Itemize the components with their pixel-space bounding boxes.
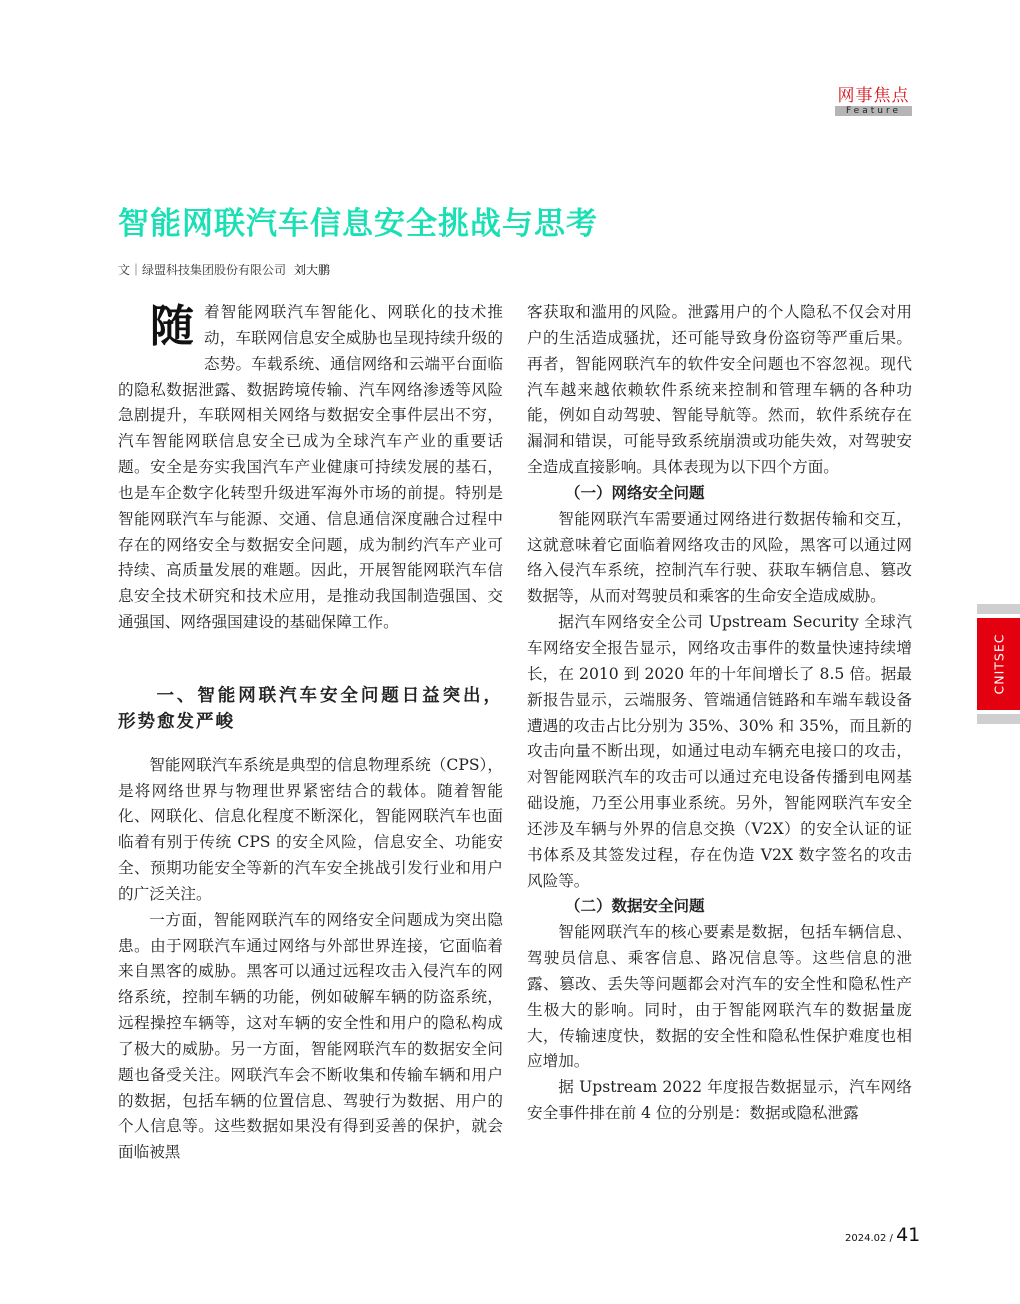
byline-org: 文｜绿盟科技集团股份有限公司 (118, 263, 287, 277)
subheading-network-security: （一）网络安全问题 (565, 483, 705, 502)
article-title: 智能网联汽车信息安全挑战与思考 (118, 206, 598, 242)
paragraph: 一方面，智能网联汽车的网络安全问题成为突出隐患。由于网联汽车通过网络与外部世界连接，它面临着来自黑客的威胁。黑客可以通过远程攻击入侵汽车的网络系统，控制车辆的功能，例如破解车辆的防盗系统，远程操控车辆等，这对车辆的安全性和用户的隐私构成了极大的威胁。另一方面，智能网联汽车的数据安全问题也备受关注。网联汽车会不断收集和传输车辆和用户的数据，包括车辆的位置信息、驾驶行为数据、用户的个人信息等。这些数据如果没有得到妥善的保护，就会面临被黑 (118, 910, 503, 1162)
byline-author: 刘大鹏 (294, 263, 331, 277)
section-tag-en: Feature (835, 106, 912, 116)
side-tab-label: CNITSEC (991, 633, 1006, 695)
section-tag (835, 86, 912, 116)
intro-paragraph (118, 300, 503, 636)
side-tab (977, 604, 1020, 724)
section-tag-cn: 网事焦点 (837, 86, 910, 106)
section-heading-1: 一、智能网联汽车安全问题日益突出，形势愈发严峻 (118, 685, 503, 732)
paragraph: 智能网联汽车的核心要素是数据，包括车辆信息、驾驶员信息、乘客信息、路况信息等。这些信息的泄露、篡改、丢失等问题都会对汽车的安全性和隐私性产生极大的影响。同时，由于智能网联汽车的数据量庞大，传输速度快，数据的安全性和隐私性保护难度也相应增加。 (527, 923, 912, 1071)
left-column (118, 300, 503, 1166)
intro-text: 着智能网联汽车智能化、网联化的技术推动，车联网信息安全威胁也呈现持续升级的态势。车载系统、通信网络和云端平台面临的隐私数据泄露、数据跨境传输、汽车网络渗透等风险急剧提升，车联网相关网络与数据安全事件层出不穷，汽车智能网联信息安全已成为全球汽车产业的重要话题。安全是夯实我国汽车产业健康可持续发展的基石，也是车企数字化转型升级进军海外市场的前提。特别是智能网联汽车与能源、交通、信息通信深度融合过程中存在的网络安全与数据安全问题，成为制约汽车产业可持续、高质量发展的难题。因此，开展智能网联汽车信息安全技术研究和技术应用，是推动我国制造强国、交通强国、网络强国建设的基础保障工作。 (118, 303, 503, 632)
paragraph: 据 Upstream 2022 年度报告数据显示，汽车网络安全事件排在前 4 位的分别是：数据或隐私泄露 (527, 1078, 912, 1123)
subheading-data-security: （二）数据安全问题 (565, 897, 705, 916)
side-tab-stripe (977, 604, 1020, 614)
side-tab-stripe (977, 714, 1020, 724)
paragraph: 智能网联汽车需要通过网络进行数据传输和交互，这就意味着它面临着网络攻击的风险，黑客可以通过网络入侵汽车系统，控制汽车行驶、获取车辆信息、篡改数据等，从而对驾驶员和乘客的生命安全造成威胁。 (527, 509, 912, 606)
page-number: 41 (896, 1224, 921, 1246)
drop-cap: 随 (150, 301, 194, 352)
byline (118, 261, 330, 278)
paragraph: 智能网联汽车系统是典型的信息物理系统（CPS），是将网络世界与物理世界紧密结合的载体。随着智能化、网联化、信息化程度不断深化，智能网联汽车也面临着有别于传统 CPS 的安全风险，信息安全、功能安全、预期功能安全等新的汽车安全挑战引发行业和用户的广泛关注。 (118, 755, 503, 903)
paragraph: 据汽车网络安全公司 Upstream Security 全球汽车网络安全报告显示，网络攻击事件的数量快速持续增长，在 2010 到 2020 年的十年间增长了 8.5 倍。据最新报告显示，云端服务、管端通信链路和车端车载设备遭遇的攻击占比分别为 35%、30% 和 35%，而且新的攻击向量不断出现，如通过电动车辆充电接口的攻击，对智能网联汽车的攻击可以通过充电设备传播到电网基础设施，乃至公用事业系统。另外，智能网联汽车安全还涉及车辆与外界的信息交换（V2X）的安全认证的证书体系及其签发过程，存在伪造 V2X 数字签名的攻击风险等。 (527, 613, 912, 890)
issue-date: 2024.02 / (845, 1233, 897, 1244)
right-column (527, 300, 912, 1127)
page-footer (845, 1224, 920, 1246)
side-tab-label-box (977, 618, 1020, 710)
paragraph-continued: 客获取和滥用的风险。泄露用户的个人隐私不仅会对用户的生活造成骚扰，还可能导致身份盗窃等严重后果。再者，智能网联汽车的软件安全问题也不容忽视。现代汽车越来越依赖软件系统来控制和管理车辆的各种功能，例如自动驾驶、智能导航等。然而，软件系统存在漏洞和错误，可能导致系统崩溃或功能失效，对驾驶安全造成直接影响。具体表现为以下四个方面。 (527, 303, 912, 477)
